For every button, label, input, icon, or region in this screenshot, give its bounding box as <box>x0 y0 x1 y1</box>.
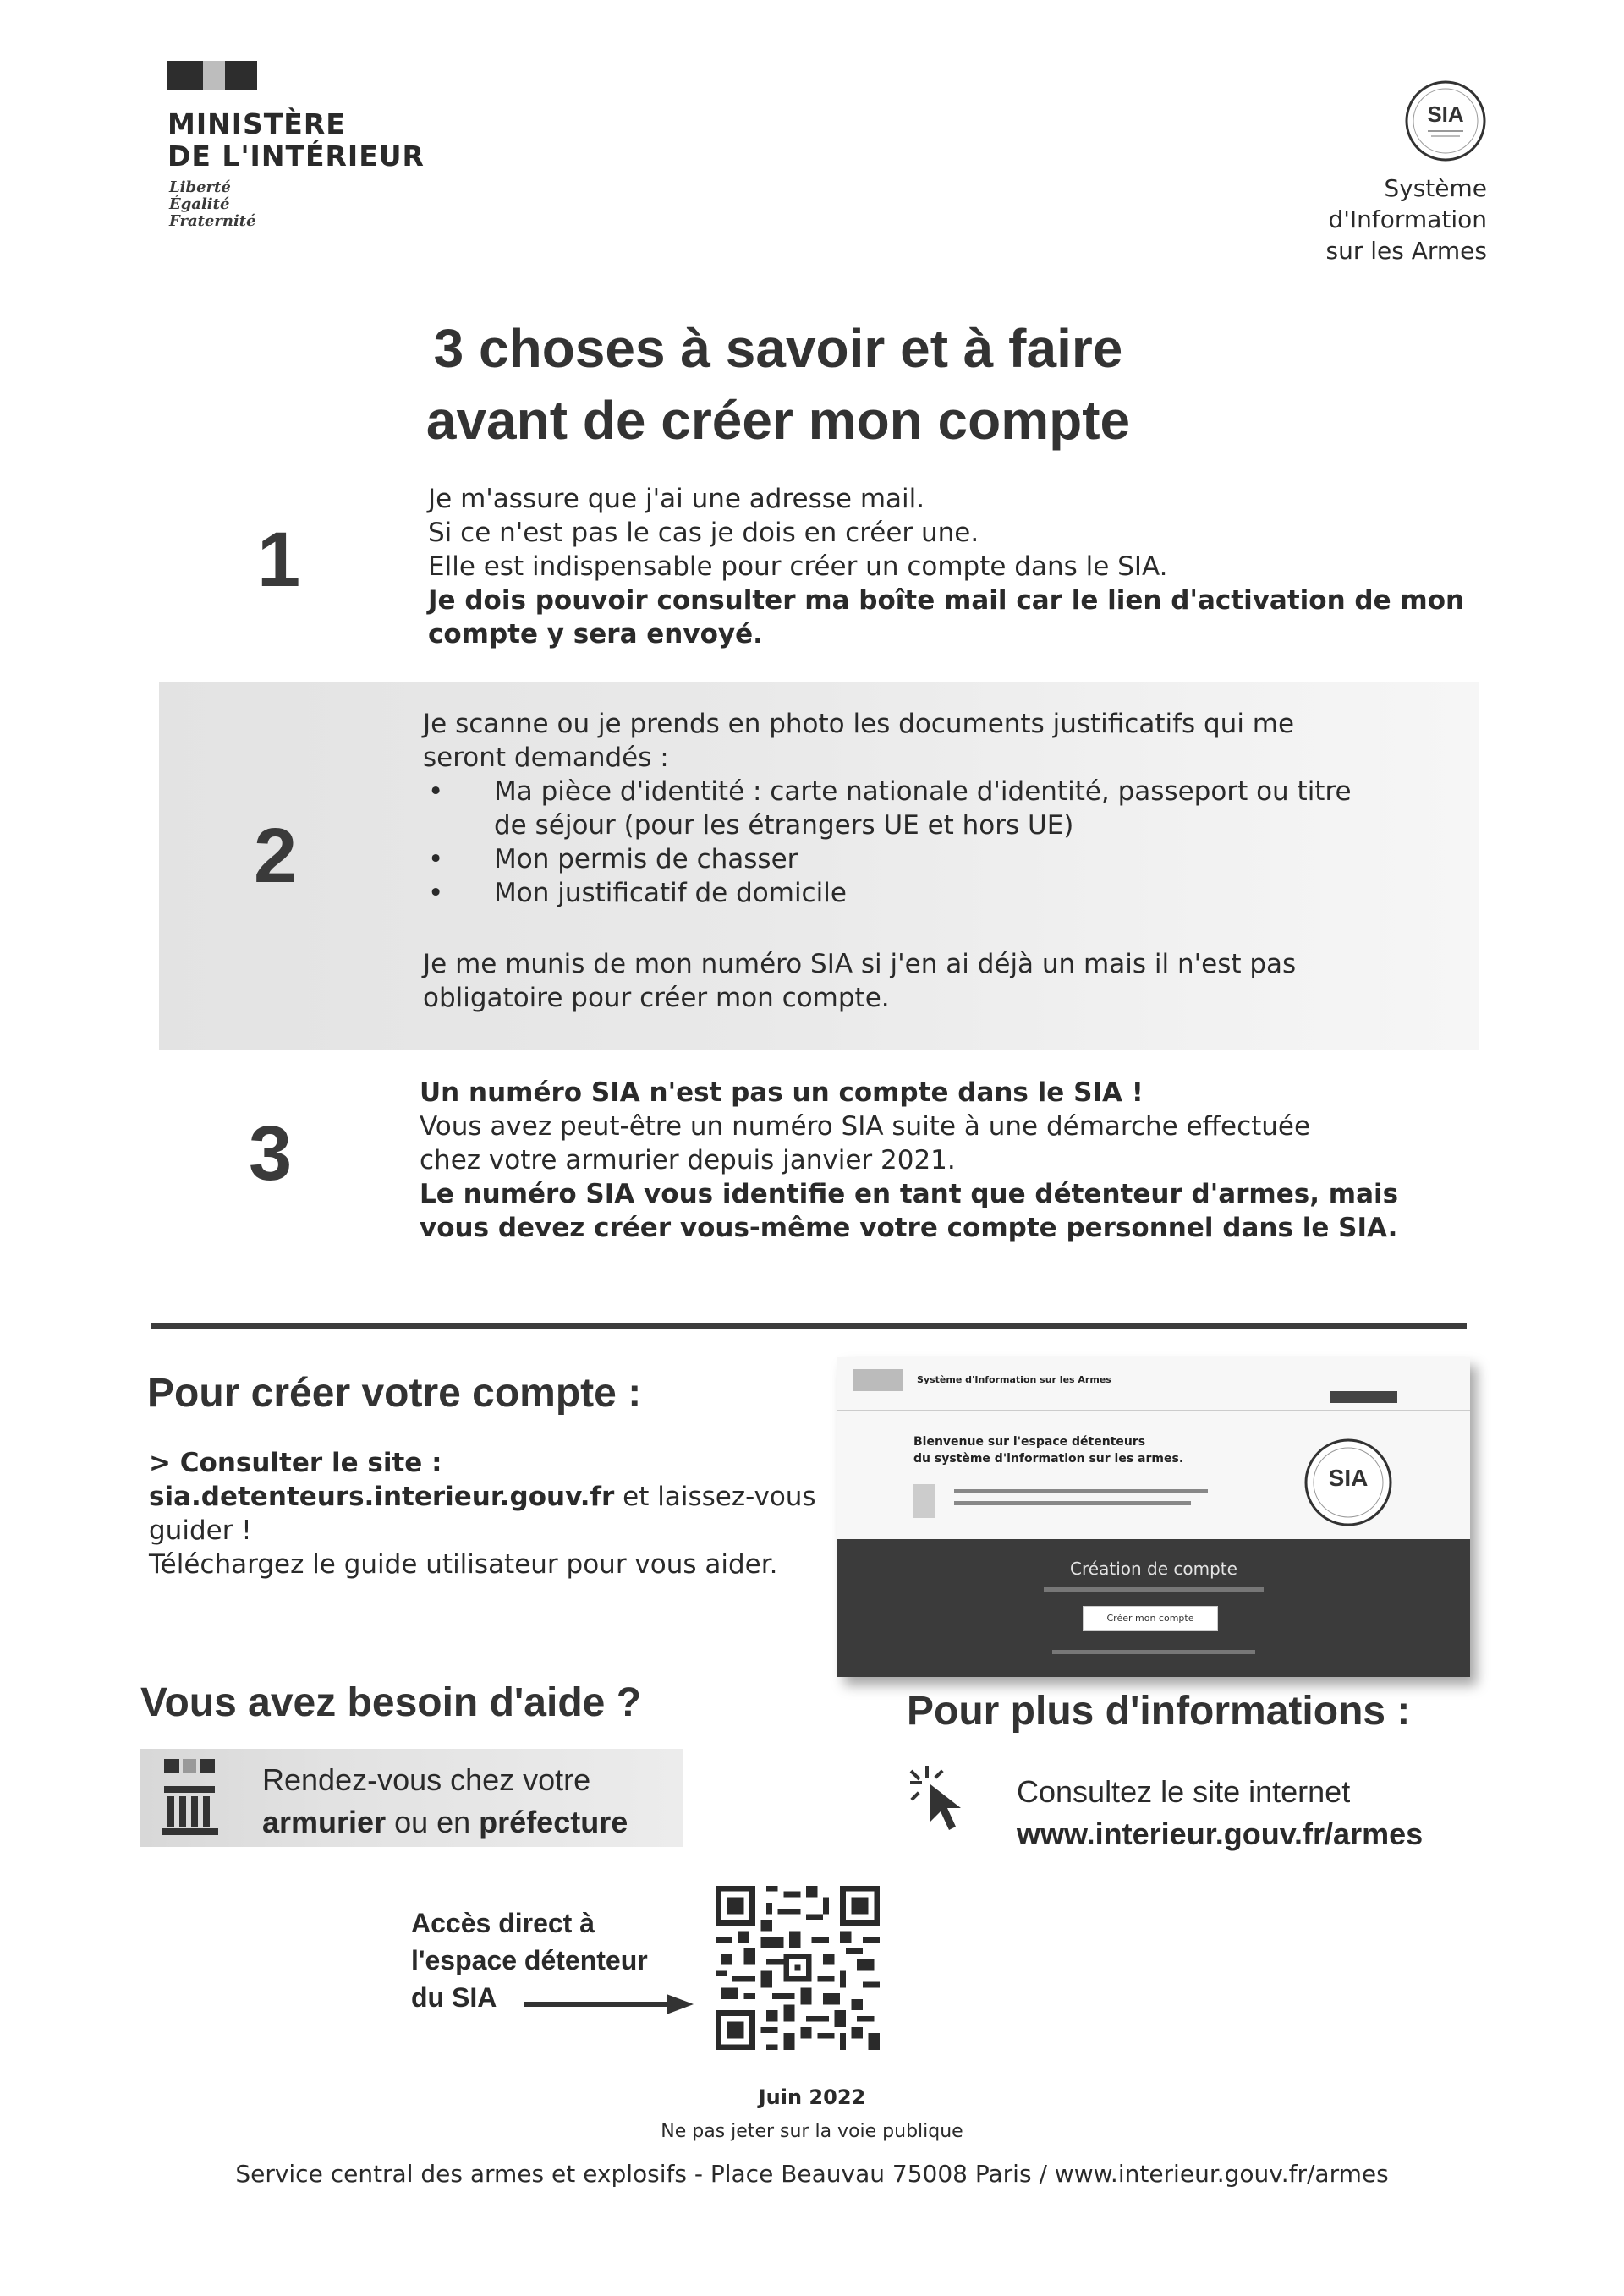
step-2-intro-line: Je scanne ou je prends en photo les documents justificatifs qui me <box>423 709 1295 739</box>
screenshot-welcome <box>914 1433 1183 1467</box>
section-divider <box>151 1323 1467 1329</box>
service-address: Service central des armes et explosifs - Place Beauvau 75008 Paris / www.interieur.gouv.fr/armes <box>235 2160 1389 2188</box>
screenshot-banner-title: Création de compte <box>1070 1559 1237 1579</box>
publication-date: Juin 2022 <box>758 2085 866 2109</box>
armurier-text: armurier <box>262 1805 387 1839</box>
sia-badge-logo <box>1402 78 1489 164</box>
step-1-line: Elle est indispensable pour créer un compte dans le SIA. <box>428 551 1168 582</box>
screenshot-text-line <box>954 1489 1208 1493</box>
page-title <box>338 313 1218 457</box>
website-screenshot <box>837 1357 1470 1677</box>
interieur-armes-link[interactable]: www.interieur.gouv.fr/armes <box>1017 1817 1424 1851</box>
republic-motto <box>169 179 256 230</box>
step-2-text <box>423 707 1352 1015</box>
marianne-flag-logo <box>167 61 257 90</box>
screenshot-header-rule <box>837 1410 1470 1411</box>
screenshot-logo <box>853 1369 903 1391</box>
prefecture-text: préfecture <box>479 1805 628 1839</box>
qr-code[interactable] <box>716 1886 880 2050</box>
list-item <box>423 775 1352 842</box>
prefecture-building-icon <box>161 1756 220 1840</box>
list-item-line: • Ma pièce d'identité : carte nationale d'identité, passeport ou titre <box>494 776 1352 807</box>
screenshot-welcome-line: Bienvenue sur l'espace détenteurs <box>914 1435 1146 1449</box>
step-1-line: Si ce n'est pas le cas je dois en créer une. <box>428 518 979 548</box>
disposal-notice: Ne pas jeter sur la voie publique <box>661 2121 963 2142</box>
cursor-click-icon <box>907 1762 973 1832</box>
title-line-1: 3 choses à savoir et à faire <box>433 318 1123 379</box>
ministry-name <box>167 108 425 173</box>
step-1-bold-line: compte y sera envoyé. <box>428 619 763 649</box>
list-item-line: • Mon justificatif de domicile <box>494 878 847 908</box>
step-1-text <box>428 482 1464 651</box>
screenshot-text-line <box>954 1501 1191 1505</box>
after-site-text: et laissez-vous <box>614 1482 816 1512</box>
consult-label: > Consulter le site : <box>149 1448 442 1478</box>
step-1-number: 1 <box>257 517 301 603</box>
step-2-number: 2 <box>254 813 298 899</box>
guide-text: guider ! <box>149 1515 252 1546</box>
info-text <box>1017 1771 1423 1855</box>
motto-egalite: Égalité <box>169 195 230 213</box>
help-heading: Vous avez besoin d'aide ? <box>140 1680 642 1725</box>
step-2-outro-line: obligatoire pour créer mon compte. <box>423 983 890 1013</box>
screenshot-header-button <box>1330 1391 1397 1403</box>
screenshot-banner-line <box>1052 1650 1255 1654</box>
sia-caption-line-2: d'Information <box>1328 205 1487 233</box>
list-item-line: • Mon permis de chasser <box>494 844 798 874</box>
arrow-right-icon <box>524 1992 694 2016</box>
help-or-text: ou en <box>386 1805 480 1839</box>
step-3-line: Vous avez peut-être un numéro SIA suite à une démarche effectuée <box>420 1111 1311 1142</box>
screenshot-create-button: Créer mon compte <box>1083 1606 1218 1631</box>
sia-caption <box>1325 173 1487 266</box>
step-3-number: 3 <box>249 1110 293 1197</box>
screenshot-banner-line <box>1044 1587 1264 1592</box>
help-text <box>262 1759 628 1844</box>
info-line-1: Consultez le site internet <box>1017 1774 1351 1809</box>
screenshot-welcome-line: du système d'information sur les armes. <box>914 1452 1184 1466</box>
step-3-warning: Un numéro SIA n'est pas un compte dans le SIA ! <box>420 1077 1144 1108</box>
title-line-2: avant de créer mon compte <box>425 390 1131 451</box>
step-2-intro-line: seront demandés : <box>423 743 669 773</box>
flag-band-right <box>225 61 257 90</box>
qr-label-line: du SIA <box>411 1982 497 2013</box>
step-3-bold-line: vous devez créer vous-même votre compte personnel dans le SIA. <box>420 1213 1398 1243</box>
download-guide-text: Téléchargez le guide utilisateur pour vous aider. <box>149 1549 778 1580</box>
flag-band-middle <box>203 61 225 90</box>
sia-badge-text: SIA <box>1427 101 1464 127</box>
screenshot-site-title: Système d'Information sur les Armes <box>917 1374 1111 1385</box>
screenshot-illustration <box>914 1484 935 1518</box>
create-account-text <box>149 1446 816 1581</box>
motto-fraternite: Fraternité <box>169 212 256 230</box>
screenshot-badge-text: SIA <box>1328 1465 1369 1491</box>
sia-caption-line-1: Système <box>1384 174 1487 202</box>
step-1-bold-line: Je dois pouvoir consulter ma boîte mail car le lien d'activation de mon <box>428 585 1465 616</box>
qr-label-line: l'espace détenteur <box>411 1945 648 1975</box>
sia-caption-line-3: sur les Armes <box>1325 237 1487 265</box>
step-2-document-list <box>423 775 1352 910</box>
list-item <box>423 842 1352 876</box>
ministry-line-2: DE L'INTÉRIEUR <box>167 140 425 173</box>
step-3-bold-line: Le numéro SIA vous identifie en tant que détenteur d'armes, mais <box>420 1179 1399 1209</box>
sia-site-link[interactable]: sia.detenteurs.interieur.gouv.fr <box>149 1482 615 1512</box>
help-line-1: Rendez-vous chez votre <box>262 1762 591 1797</box>
motto-liberte: Liberté <box>169 178 231 196</box>
screenshot-sia-badge <box>1301 1435 1396 1530</box>
flag-band-left <box>167 61 203 90</box>
create-account-heading: Pour créer votre compte : <box>147 1371 642 1416</box>
step-3-line: chez votre armurier depuis janvier 2021. <box>420 1145 956 1175</box>
info-heading: Pour plus d'informations : <box>907 1689 1411 1734</box>
qr-label-line: Accès direct à <box>411 1908 595 1938</box>
ministry-line-1: MINISTÈRE <box>167 107 346 140</box>
step-2-outro-line: Je me munis de mon numéro SIA si j'en ai déjà un mais il n'est pas <box>423 949 1297 979</box>
step-3-text <box>420 1076 1398 1245</box>
step-1-line: Je m'assure que j'ai une adresse mail. <box>428 484 925 514</box>
list-item <box>423 876 1352 910</box>
list-item-line: de séjour (pour les étrangers UE et hors UE) <box>494 810 1074 841</box>
